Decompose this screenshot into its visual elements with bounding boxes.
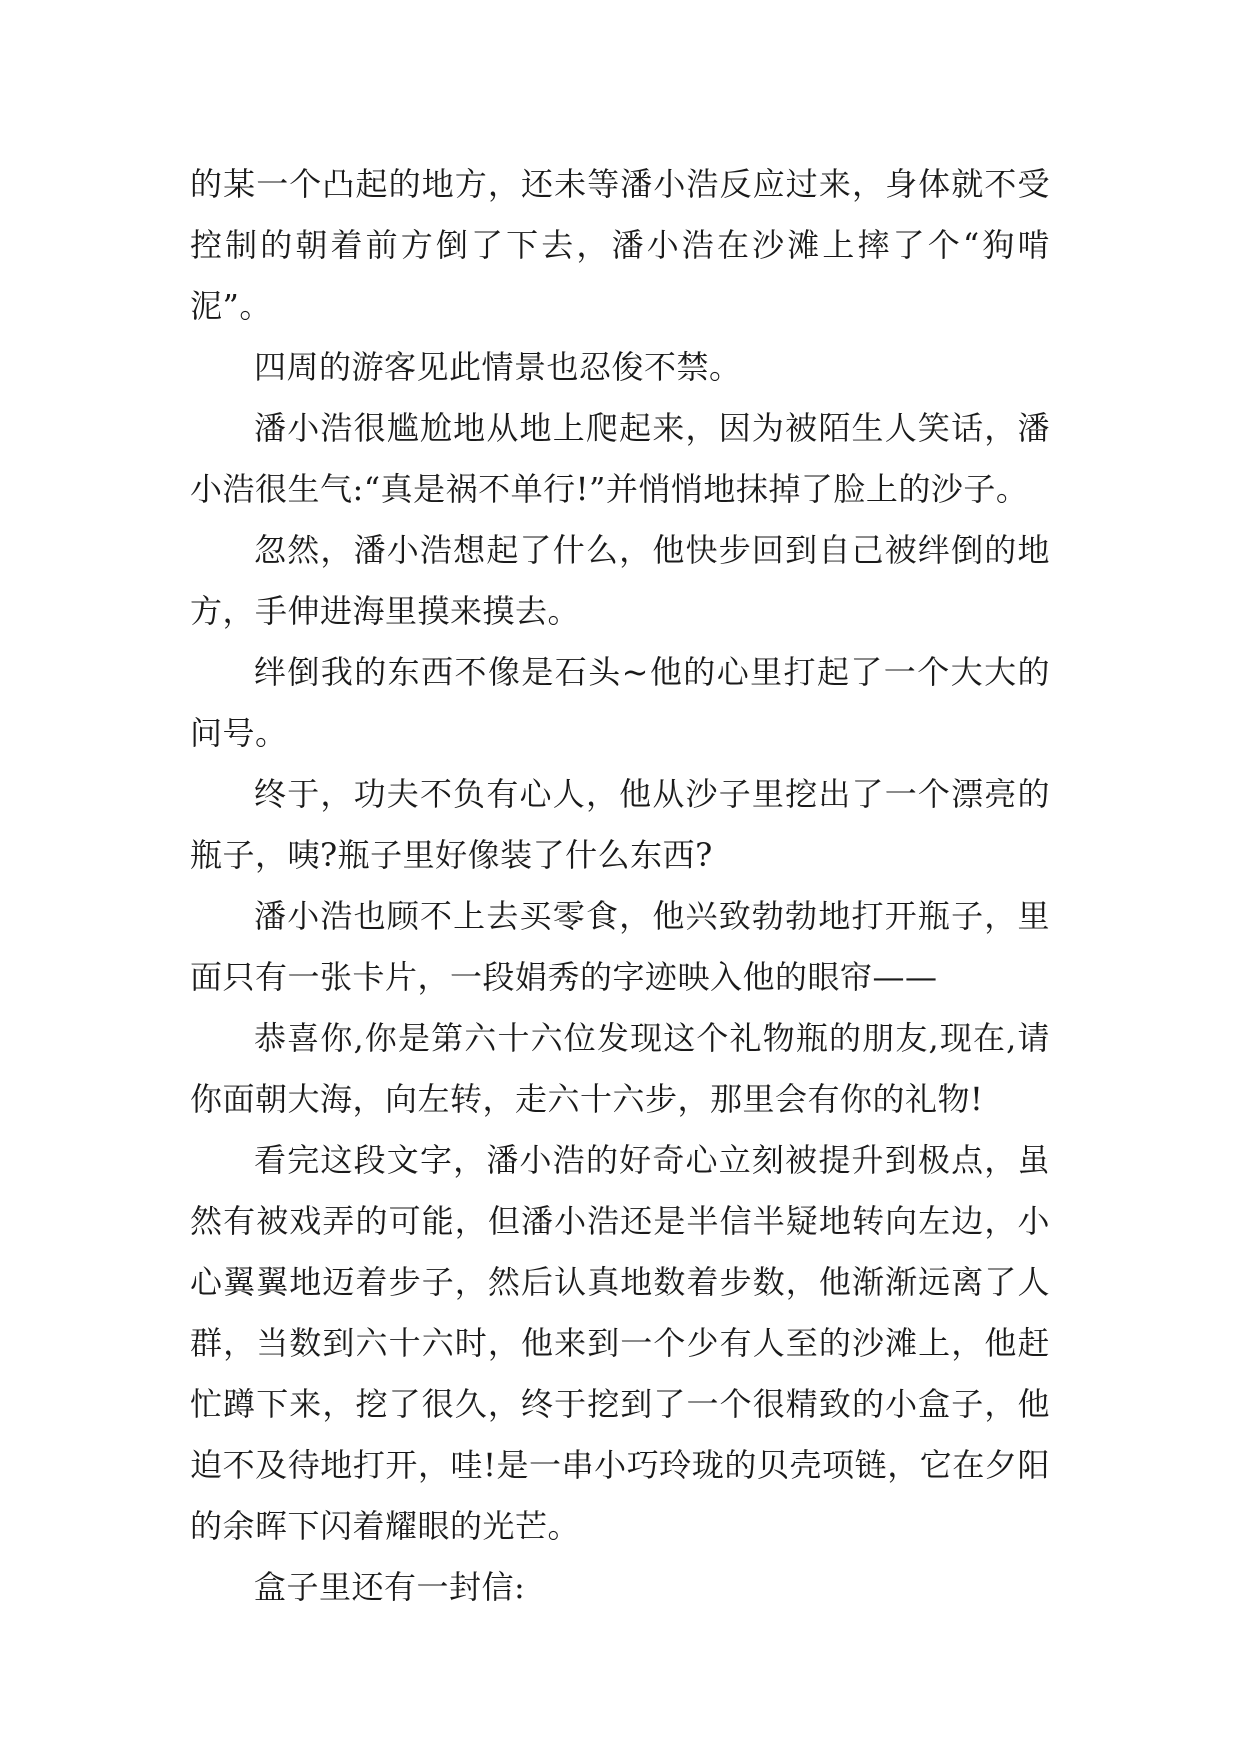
document-body <box>190 154 1050 1618</box>
paragraph: 忽然，潘小浩想起了什么，他快步回到自己被绊倒的地方，手伸进海里摸来摸去。 <box>190 531 1050 630</box>
paragraph: 的某一个凸起的地方，还未等潘小浩反应过来，身体就不受控制的朝着前方倒了下去，潘小浩在沙滩上摔了个“狗啃泥”。 <box>190 165 1050 325</box>
paragraph: 终于，功夫不负有心人，他从沙子里挖出了一个漂亮的瓶子，咦?瓶子里好像装了什么东西? <box>190 775 1050 874</box>
paragraph: 潘小浩也顾不上去买零食，他兴致勃勃地打开瓶子，里面只有一张卡片，一段娟秀的字迹映入他的眼帘—— <box>190 897 1050 996</box>
paragraph: 四周的游客见此情景也忍俊不禁。 <box>254 348 742 386</box>
paragraph: 潘小浩很尴尬地从地上爬起来，因为被陌生人笑话，潘小浩很生气:“真是祸不单行!”并悄悄地抹掉了脸上的沙子。 <box>190 409 1050 508</box>
paragraph: 绊倒我的东西不像是石头~他的心里打起了一个大大的问号。 <box>190 653 1050 752</box>
paragraph: 恭喜你,你是第六十六位发现这个礼物瓶的朋友,现在,请你面朝大海，向左转，走六十六步，那里会有你的礼物! <box>190 1019 1050 1118</box>
paragraph: 盒子里还有一封信: <box>254 1568 526 1606</box>
paragraph: 看完这段文字，潘小浩的好奇心立刻被提升到极点，虽然有被戏弄的可能，但潘小浩还是半信半疑地转向左边，小心翼翼地迈着步子，然后认真地数着步数，他渐渐远离了人群，当数到六十六时，他来到一个少有人至的沙滩上，他赶忙蹲下来，挖了很久，终于挖到了一个很精致的小盒子，他迫不及待地打开，哇!是一串小巧玲珑的贝壳项链，它在夕阳的余晖下闪着耀眼的光芒。 <box>190 1141 1050 1545</box>
